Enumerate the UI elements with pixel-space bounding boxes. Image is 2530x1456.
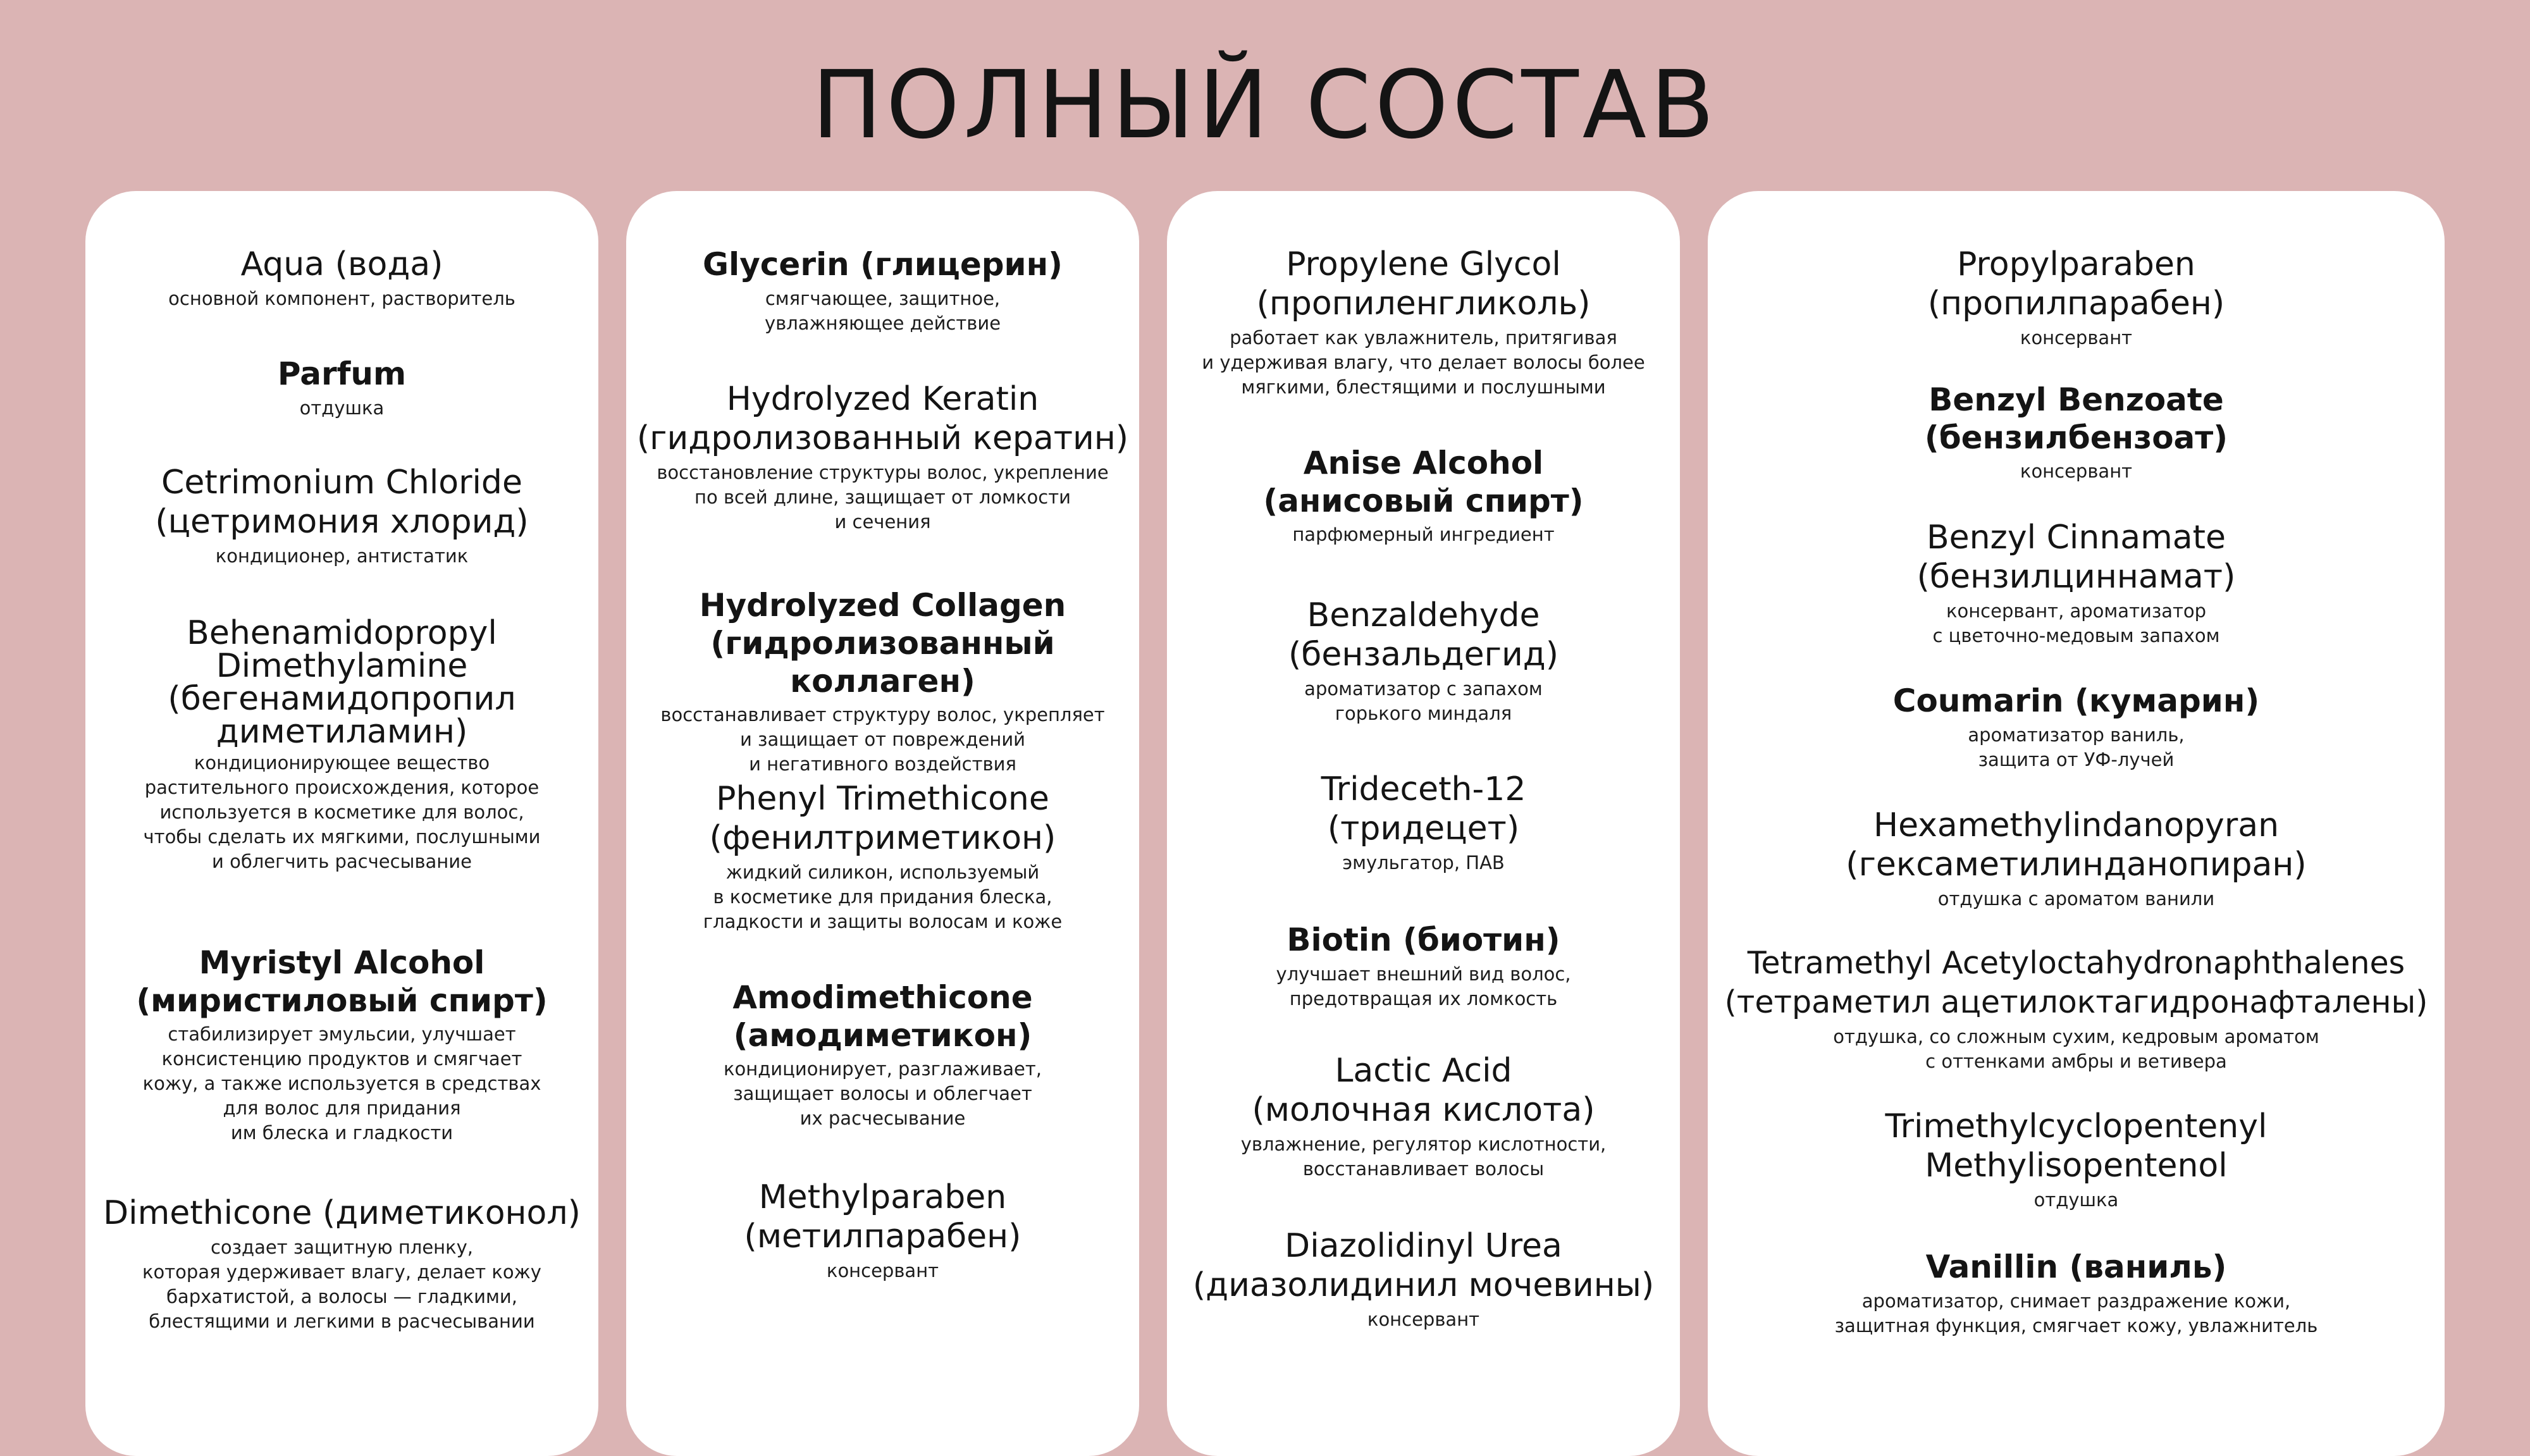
ingredient-description: консервант bbox=[826, 1260, 939, 1281]
ingredient-item bbox=[1167, 1226, 1680, 1332]
ingredient-item bbox=[1708, 518, 2445, 648]
ingredient-description: создает защитную пленку, которая удерживает влагу, делает кожу бархатистой, а волосы — гладкими, блестящими и легкими в расчесывании bbox=[142, 1237, 541, 1332]
ingredient-description: консервант, ароматизатор с цветочно-медовым запахом bbox=[1932, 600, 2220, 646]
ingredient-item bbox=[1167, 596, 1680, 726]
ingredient-name: Propylparaben (пропилпарабен) bbox=[1927, 245, 2225, 323]
ingredient-description: эмульгатор, ПАВ bbox=[1342, 852, 1505, 873]
ingredient-name: Glycerin (глицерин) bbox=[703, 246, 1063, 283]
ingredient-item bbox=[85, 944, 598, 1145]
ingredient-name: Vanillin (ваниль) bbox=[1925, 1249, 2227, 1285]
ingredient-description: отдушка, со сложным сухим, кедровым ароматом с оттенками амбры и ветивера bbox=[1833, 1026, 2319, 1072]
ingredient-name: Phenyl Trimethicone (фенилтриметикон) bbox=[709, 780, 1056, 857]
ingredient-name: Trimethylcyclopentenyl Methylisopentenol bbox=[1885, 1107, 2268, 1185]
ingredient-name: Methylparaben (метилпарабен) bbox=[744, 1178, 1021, 1255]
ingredient-name: Aqua (вода) bbox=[240, 245, 443, 283]
ingredient-description: улучшает внешний вид волос, предотвращая их ломкость bbox=[1276, 963, 1571, 1009]
ingredient-description: ароматизатор, снимает раздражение кожи, защитная функция, смягчает кожу, увлажнитель bbox=[1834, 1290, 2318, 1336]
ingredient-item bbox=[1708, 806, 2445, 911]
ingredient-item bbox=[626, 586, 1139, 777]
page-title: ПОЛНЫЙ СОСТАВ bbox=[811, 51, 1719, 159]
ingredient-item bbox=[1708, 944, 2445, 1074]
ingredient-name: Amodimethicone (амодиметикон) bbox=[732, 979, 1033, 1054]
ingredient-item bbox=[1167, 245, 1680, 400]
ingredient-item bbox=[85, 245, 598, 311]
ingredient-name: Trideceth-12 (тридецет) bbox=[1321, 770, 1526, 848]
ingredient-name: Hexamethylindanopyran (гексаметилинданопиран) bbox=[1846, 806, 2307, 884]
ingredient-item bbox=[1167, 444, 1680, 547]
ingredient-name: Hydrolyzed Keratin (гидролизованный кератин) bbox=[636, 380, 1129, 457]
ingredient-item bbox=[626, 245, 1139, 336]
ingredient-name: Dimethicone (диметиконол) bbox=[103, 1194, 581, 1232]
ingredient-name: Benzyl Benzoate (бензилбензоат) bbox=[1924, 381, 2228, 456]
ingredient-description: смягчающее, защитное, увлажняющее действие bbox=[764, 288, 1001, 334]
ingredient-description: увлажнение, регулятор кислотности, восстанавливает волосы bbox=[1240, 1133, 1607, 1180]
ingredient-item bbox=[626, 1178, 1139, 1283]
ingredient-item bbox=[626, 379, 1139, 534]
ingredient-item bbox=[85, 614, 598, 874]
ingredient-name: Biotin (биотин) bbox=[1287, 922, 1560, 958]
ingredient-name: Tetramethyl Acetyloctahydronaphthalenes (тетраметил ацетилоктагидронафталены) bbox=[1724, 945, 2428, 1020]
ingredient-description: консервант bbox=[1367, 1309, 1480, 1330]
ingredient-name: Parfum bbox=[277, 355, 407, 392]
ingredient-description: кондиционирующее вещество растительного происхождения, которое используется в косметике для волос, чтобы сделать их мягкими, послушными и облегчить расчесывание bbox=[143, 752, 541, 872]
ingredient-description: жидкий силикон, используемый в косметике для придания блеска, гладкости и защиты волосам и коже bbox=[703, 861, 1063, 932]
ingredient-name: Behenamidopropyl Dimethylamine (бегенамидопропил диметиламин) bbox=[168, 614, 516, 751]
ingredient-description: консервант bbox=[2020, 460, 2133, 482]
ingredient-name: Benzyl Cinnamate (бензилциннамат) bbox=[1916, 519, 2236, 596]
ingredient-name: Hydrolyzed Collagen (гидролизованный коллаген) bbox=[699, 587, 1066, 700]
ingredient-description: кондиционер, антистатик bbox=[215, 545, 469, 567]
ingredient-name: Propylene Glycol (пропиленгликоль) bbox=[1256, 245, 1591, 323]
ingredient-description: восстанавливает структуру волос, укрепляет и защищает от повреждений и негативного воздействия bbox=[660, 704, 1105, 775]
ingredient-description: основной компонент, растворитель bbox=[168, 288, 515, 309]
ingredient-name: Myristyl Alcohol (миристиловый спирт) bbox=[136, 944, 548, 1019]
ingredient-description: парфюмерный ингредиент bbox=[1292, 524, 1555, 545]
ingredient-name: Benzaldehyde (бензальдегид) bbox=[1288, 596, 1559, 674]
ingredient-item bbox=[1167, 770, 1680, 875]
ingredient-name: Diazolidinyl Urea (диазолидинил мочевины) bbox=[1192, 1227, 1655, 1304]
ingredient-name: Lactic Acid (молочная кислота) bbox=[1252, 1052, 1595, 1129]
ingredient-description: отдушка с ароматом ванили bbox=[1937, 888, 2215, 910]
ingredient-item bbox=[626, 779, 1139, 934]
ingredient-description: стабилизирует эмульсии, улучшает консистенцию продуктов и смягчает кожу, а также используется в средствах для волос для придания им блеска и гладкости bbox=[142, 1023, 541, 1144]
ingredient-description: ароматизатор ваниль, защита от УФ-лучей bbox=[1968, 724, 2185, 770]
ingredient-item bbox=[626, 978, 1139, 1131]
ingredient-description: ароматизатор с запахом горького миндаля bbox=[1304, 678, 1543, 724]
ingredient-description: консервант bbox=[2020, 327, 2133, 349]
ingredient-item bbox=[1708, 381, 2445, 484]
ingredient-item bbox=[1708, 1247, 2445, 1338]
ingredient-description: восстановление структуры волос, укрепление по всей длине, защищает от ломкости и сечения bbox=[657, 462, 1109, 533]
ingredient-name: Coumarin (кумарин) bbox=[1892, 682, 2260, 719]
ingredients-card-2 bbox=[626, 191, 1139, 1456]
ingredient-item bbox=[1167, 1051, 1680, 1181]
ingredient-description: отдушка bbox=[2033, 1189, 2119, 1211]
ingredient-description: отдушка bbox=[299, 397, 385, 419]
ingredient-item bbox=[1708, 681, 2445, 772]
ingredients-card-3 bbox=[1167, 191, 1680, 1456]
ingredient-item bbox=[1708, 245, 2445, 350]
ingredient-item bbox=[1167, 920, 1680, 1011]
ingredients-card-1 bbox=[85, 191, 598, 1456]
ingredient-item bbox=[85, 463, 598, 569]
ingredient-item bbox=[1708, 1107, 2445, 1212]
ingredient-description: кондиционирует, разглаживает, защищает волосы и облегчает их расчесывание bbox=[724, 1058, 1042, 1129]
ingredient-item bbox=[85, 1194, 598, 1334]
ingredient-description: работает как увлажнитель, притягивая и удерживая влагу, что делает волосы более мягкими, блестящими и послушными bbox=[1202, 327, 1645, 398]
ingredient-name: Cetrimonium Chloride (цетримония хлорид) bbox=[155, 464, 529, 541]
ingredient-name: Anise Alcohol (анисовый спирт) bbox=[1263, 445, 1584, 519]
ingredient-item bbox=[85, 354, 598, 421]
ingredients-card-4 bbox=[1708, 191, 2445, 1456]
